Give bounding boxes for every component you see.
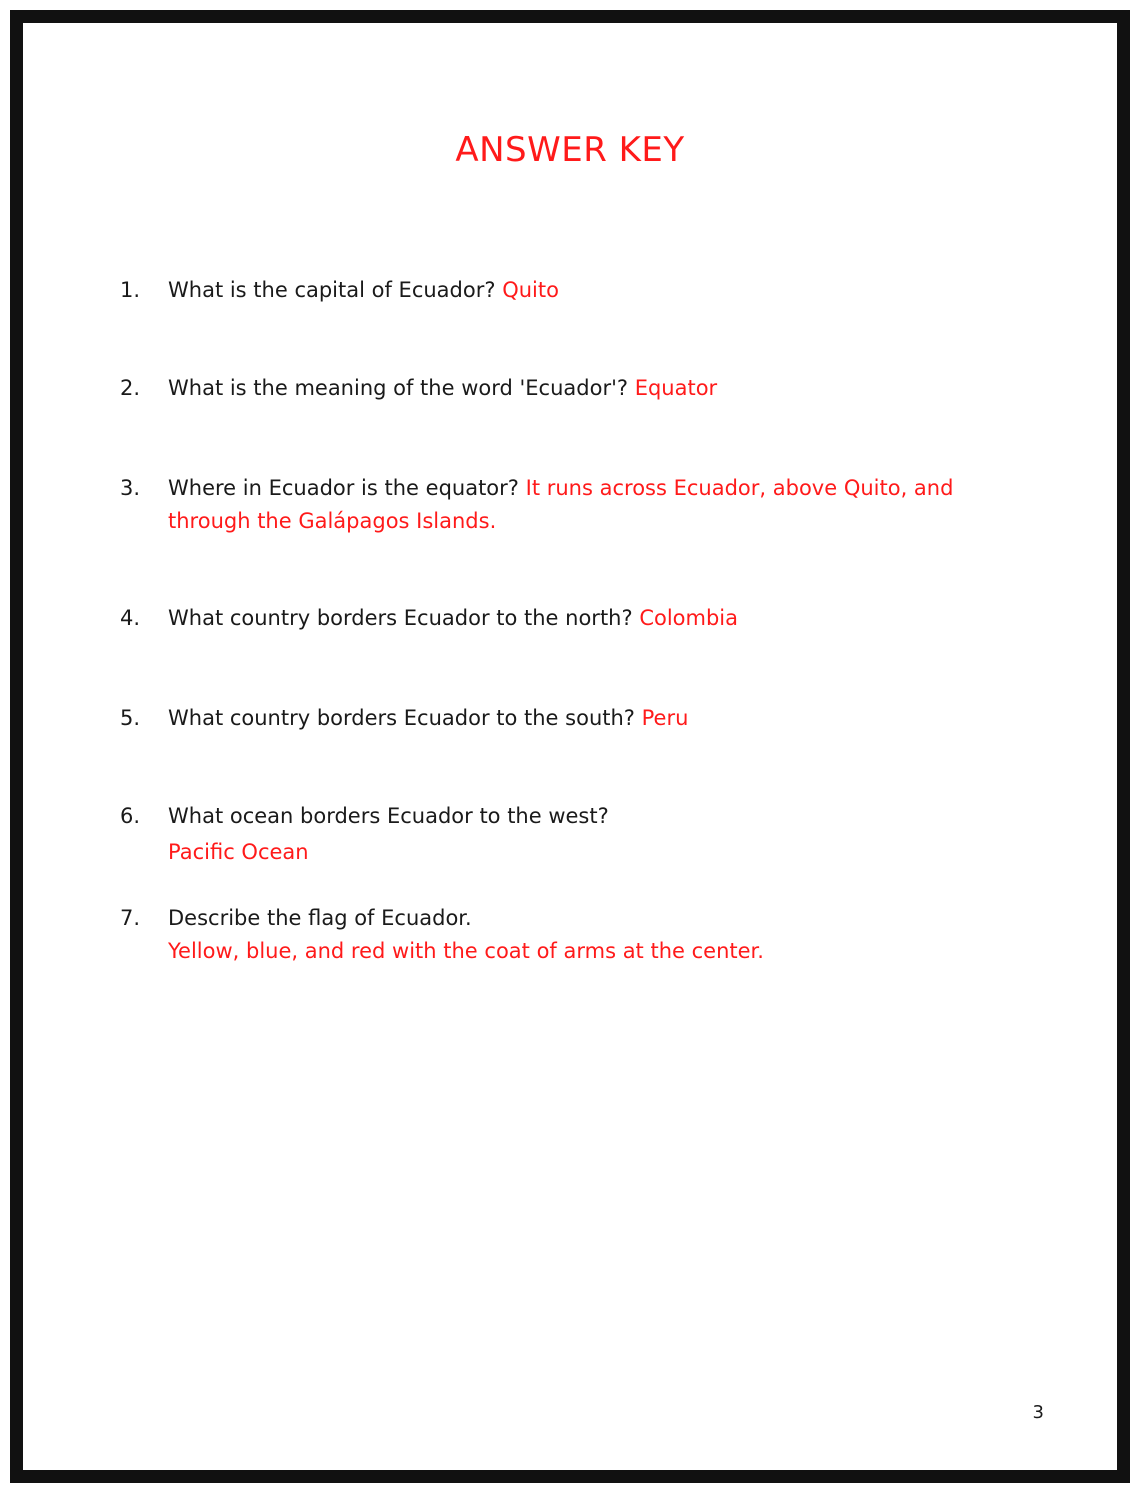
page-frame bbox=[10, 10, 1130, 1483]
question-number: 7. bbox=[120, 906, 141, 930]
answer-text: Colombia bbox=[639, 606, 739, 630]
question-number: 4. bbox=[120, 606, 141, 630]
question-item-1 bbox=[120, 274, 1020, 307]
question-text: What country borders Ecuador to the north? bbox=[168, 606, 633, 630]
question-text: What ocean borders Ecuador to the west? bbox=[168, 804, 609, 828]
page-number: 3 bbox=[1032, 1402, 1044, 1423]
question-text: What is the meaning of the word 'Ecuador'? bbox=[168, 376, 628, 400]
answer-text: Peru bbox=[641, 706, 689, 730]
question-item-4 bbox=[120, 602, 1020, 635]
answer-text: Yellow, blue, and red with the coat of arms at the center. bbox=[168, 939, 764, 963]
question-item-3 bbox=[120, 472, 1020, 538]
answer-text: Pacific Ocean bbox=[168, 840, 309, 864]
answer-text: It runs across Ecuador, above Quito, and through the Galápagos Islands. bbox=[168, 476, 954, 533]
question-text: Where in Ecuador is the equator? bbox=[168, 476, 519, 500]
question-text: Describe the flag of Ecuador. bbox=[168, 906, 472, 930]
question-item-5 bbox=[120, 702, 1020, 735]
question-number: 6. bbox=[120, 804, 141, 828]
answer-text: Quito bbox=[502, 278, 559, 302]
question-text: What country borders Ecuador to the south? bbox=[168, 706, 635, 730]
question-item-2 bbox=[120, 372, 1020, 405]
question-number: 5. bbox=[120, 706, 141, 730]
page-title: ANSWER KEY bbox=[455, 130, 685, 170]
question-number: 1. bbox=[120, 278, 141, 302]
question-item-6 bbox=[120, 800, 1020, 869]
answer-text: Equator bbox=[634, 376, 718, 400]
question-number: 2. bbox=[120, 376, 141, 400]
question-item-7 bbox=[120, 902, 1020, 968]
question-text: What is the capital of Ecuador? bbox=[168, 278, 496, 302]
question-number: 3. bbox=[120, 476, 141, 500]
